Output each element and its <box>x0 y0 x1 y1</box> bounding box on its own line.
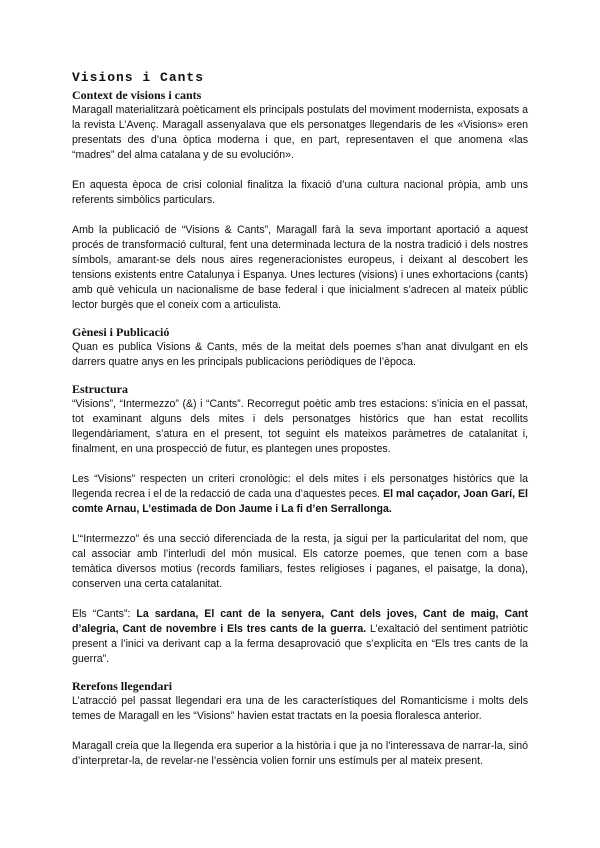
heading-context: Context de visions i cants <box>72 88 202 102</box>
document-body <box>72 70 528 769</box>
heading-rerefons: Rerefons llegendari <box>72 679 173 693</box>
estructura-2-text: Les “Visions” respecten un criteri cronològic: el dels mites i els personatges històrics que la llegenda recrea i el de la redacció de cada una d’aquestes peces. <box>72 473 528 500</box>
estructura-4-text: Els “Cants”: <box>72 608 137 620</box>
paragraph-estructura-4 <box>72 607 528 667</box>
paragraph-genesi-1: Quan es publica Visions & Cants, més de la meitat dels poemes s’han anat divulgant en els darrers quatre anys en les principals publicacions periòdiques de l’època. <box>72 341 528 368</box>
cants-poem-list: La sardana, El cant de la senyera, Cant dels joves, Cant de maig, Cant d’alegria, Cant de novembre i Els tres cants de la guerra. <box>72 608 529 635</box>
paragraph-context-3: Amb la publicació de “Visions & Cants”, Maragall farà la seva important aportació a aquest procés de transformació cultural, fent una determinada lectura de la nostra tradició i dels nostres símbols, amarant-se dels nous aires regeneracionistes europeus, i deixant al descobert les tensions existents entre Catalunya i Espanya. Unes lectures (visions) i unes exhortacions (cants) amb què vehicula un nacionalisme de base federal i que inicialment s’adrecen al mateix públic lector burgès que el coneix com a articulista. <box>72 224 528 311</box>
paragraph-rerefons-2: Maragall creia que la llegenda era superior a la història i que ja no l’interessava de narrar-la, sinó d’interpretar-la, de revelar-ne l’essència volien fornir uns estímuls per al mateix present. <box>72 740 528 767</box>
paragraph-rerefons-1: L’atracció pel passat llegendari era una de les característiques del Romanticisme i molts dels temes de Maragall en les “Visions” havien estat tractats en la poesia floralesca anterior. <box>72 695 528 722</box>
estructura-4-rest: L’exaltació del sentiment patriòtic present a l’inici va derivant cap a la ferma desaprovació que s’explicita en “Els tres cants de la guerra”. <box>72 623 529 665</box>
paragraph-context-1: Maragall materialitzarà poèticament els principals postulats del moviment modernista, exposats a la revista L’Avenç. Maragall assenyalava que els personatges llegendaris de les «Visions» eren presentats des d’una òptica moderna i que, en part, representaven el que anomena «las “madres” del alma catalana y de su evolución». <box>72 104 528 161</box>
paragraph-estructura-3: L’“Intermezzo” és una secció diferenciada de la resta, ja sigui per la particularitat del nom, que cal associar amb l’interludi del món musical. Els catorze poemes, que tenen com a base temàtica diversos motius (records familiars, festes religioses i paganes, el paisatge, la dona), conserven una certa catalanitat. <box>72 533 528 590</box>
paragraph-estructura-2 <box>72 472 528 517</box>
visions-poem-list: El mal caçador, Joan Garí, El comte Arnau, L’estimada de Don Jaume i La fi d’en Serrallonga. <box>72 488 528 515</box>
paragraph-estructura-1: “Visions”, “Intermezzo” (&) i “Cants”. Recorregut poètic amb tres estacions: s’inicia en el passat, tot examinant alguns dels mites i dels personatges històrics que han estat recollits llegendàriament, s’atura en el present, tot seguint els mateixos paràmetres de catalanitat i, finalment, en una prospecció de futur, es plantegen unes propostes. <box>72 398 528 455</box>
paragraph-context-2: En aquesta època de crisi colonial finalitza la fixació d’una cultura nacional pròpia, amb uns referents simbòlics particulars. <box>72 179 528 206</box>
document-title: Visions i Cants <box>72 70 205 85</box>
heading-genesi: Gènesi i Publicació <box>72 325 170 339</box>
heading-estructura: Estructura <box>72 382 128 396</box>
